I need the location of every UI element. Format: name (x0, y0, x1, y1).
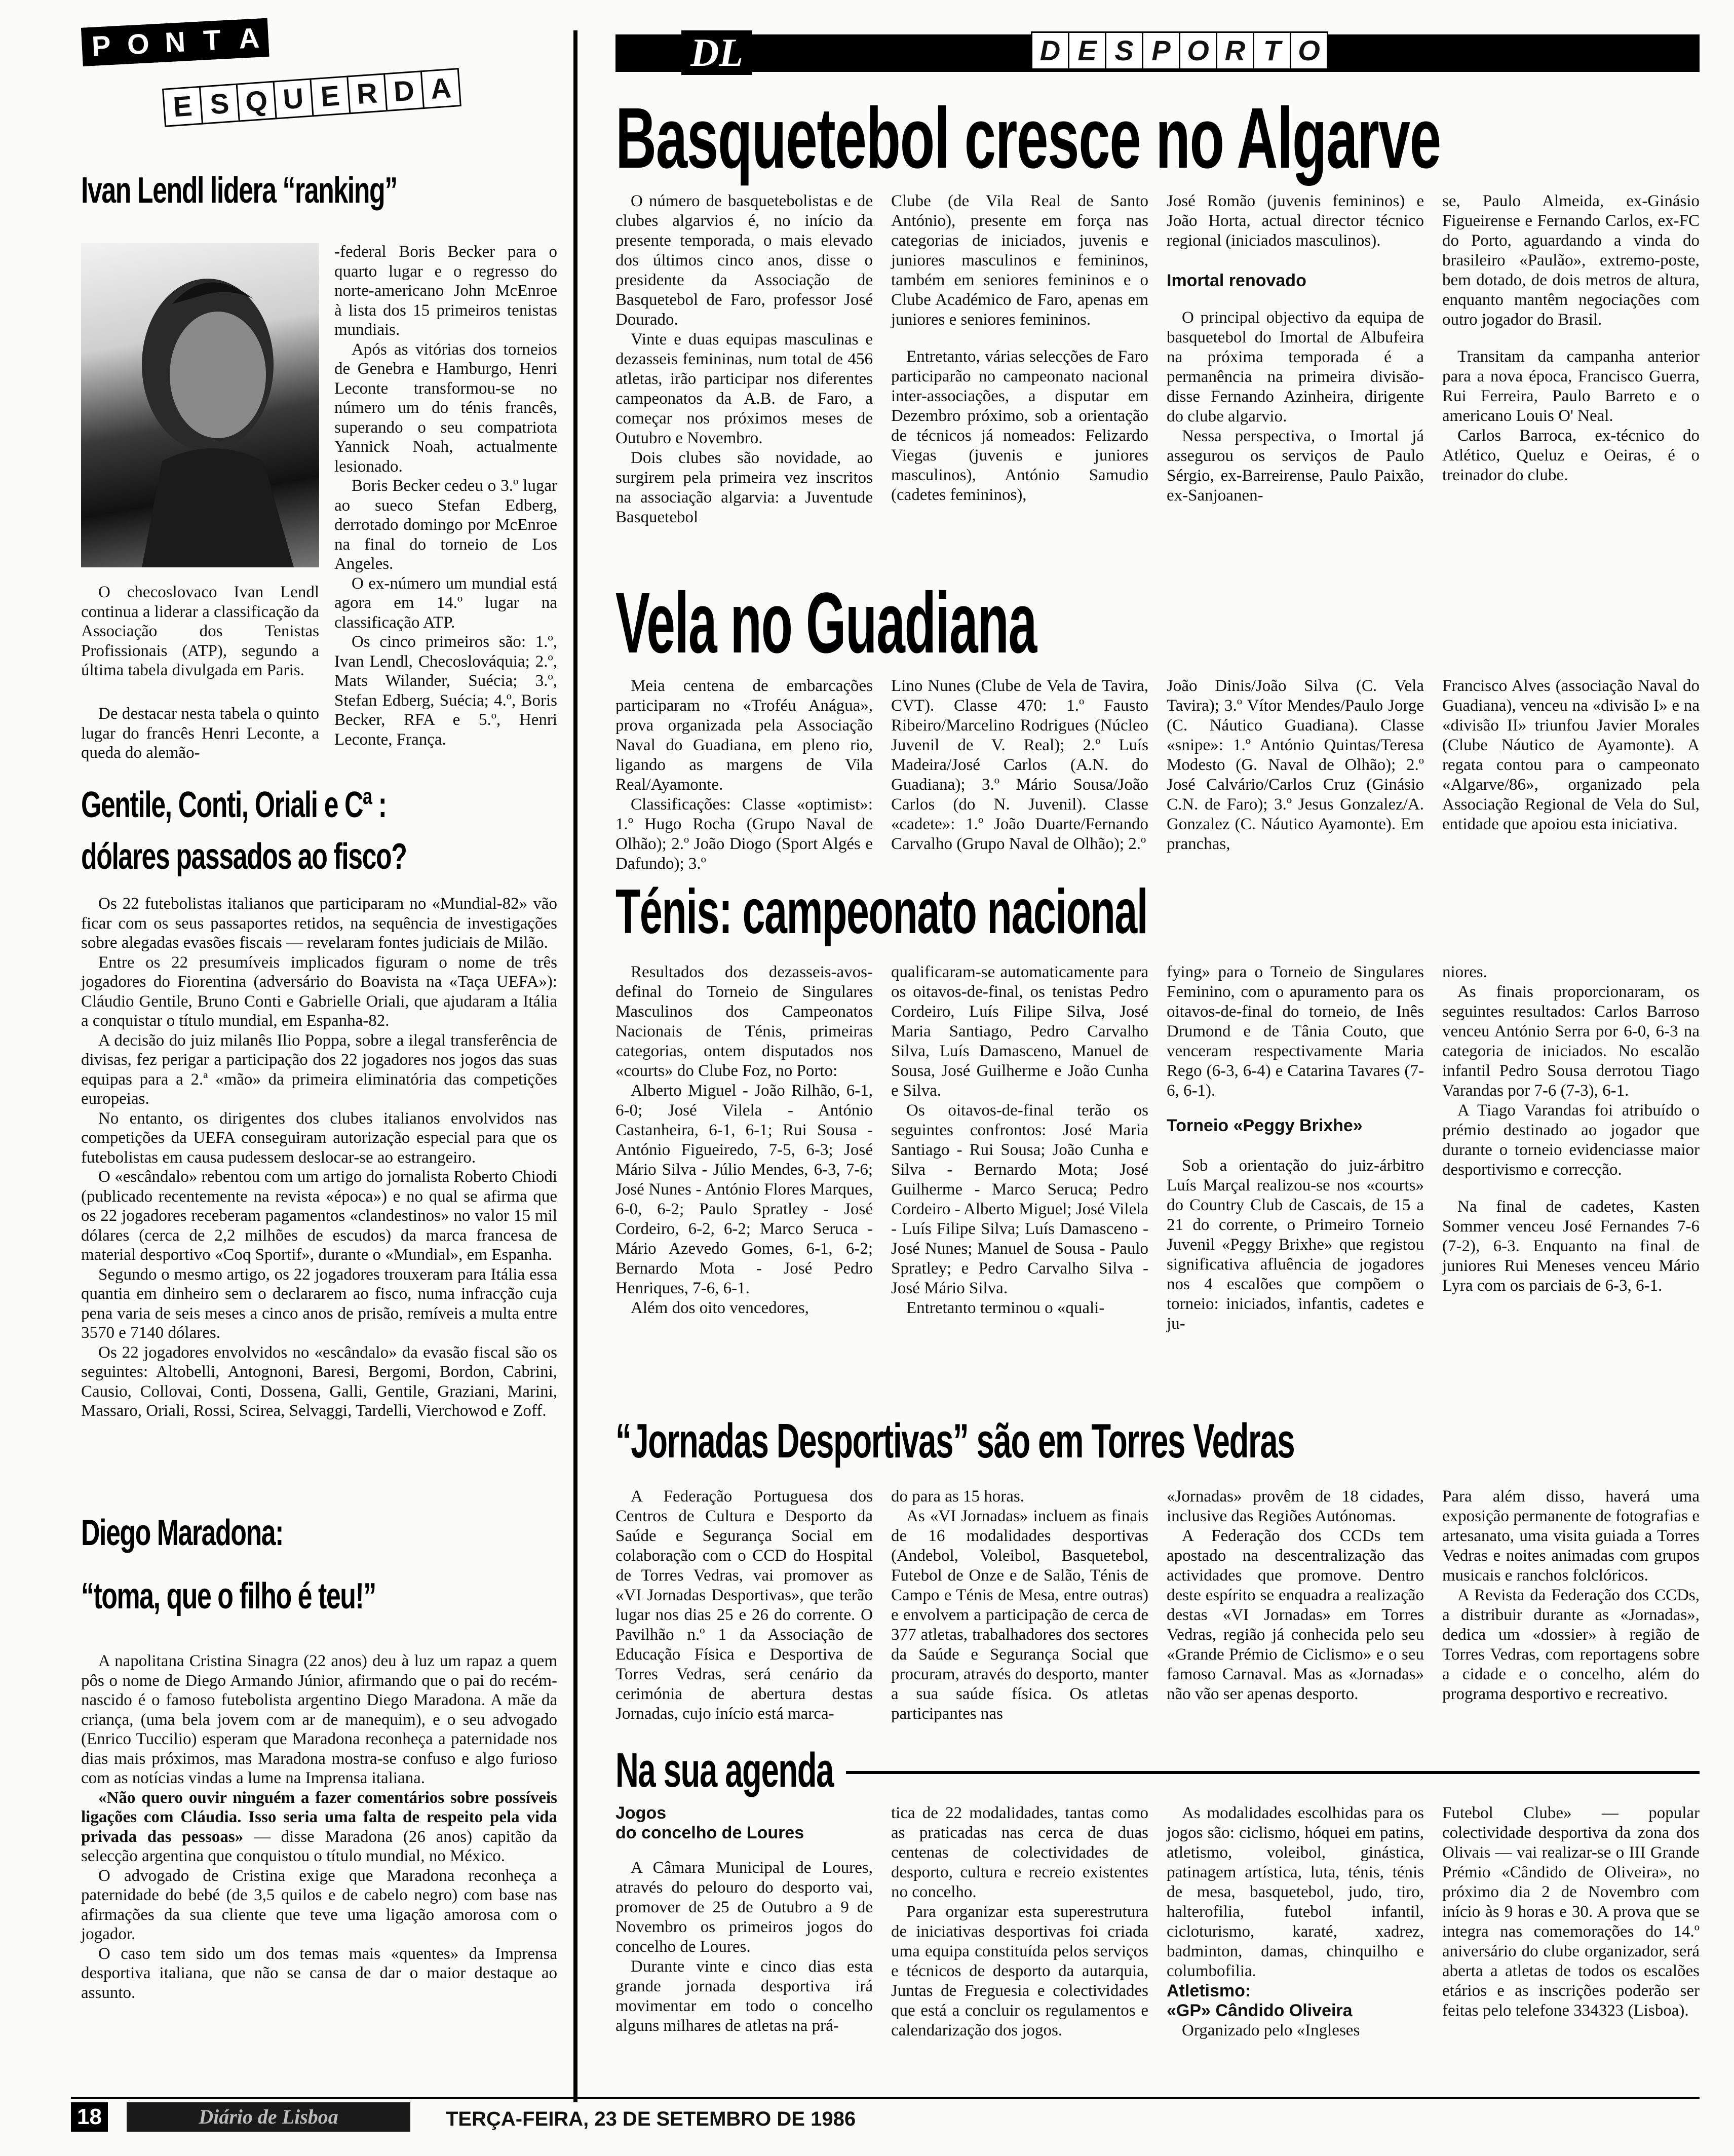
article-column (1442, 1803, 1700, 2107)
gentile-article (81, 894, 557, 1421)
masthead-letter: S (199, 84, 240, 125)
paragraph: Durante vinte e cinco dias esta grande jornada desportiva irá movimentar em todo o concelho alguns milhares de atletas na prá- (615, 1957, 873, 2035)
paragraph: Organizado pelo «Ingleses (1182, 2021, 1360, 2039)
masthead-letter: Q (236, 81, 277, 122)
paragraph: A napolitana Cristina Sinagra (22 anos) deu à luz um rapaz a quem pôs o nome de Diego Armando Júnior, afirmando que o pai do recém-nascido é o famoso futebolista argentino Diego Maradona. A mãe da criança, (uma bela jovem com ar de manequim), e o seu advogado (Enrico Tuccilio) esperam que Maradona reconheça a paternidade nos dias mais próximos, mas Maradona mostra-se confuso e algo furioso com as notícias vindas a lume na Imprensa italiana. (81, 1652, 557, 1787)
paragraph: Os cinco primeiros são: 1.º, Ivan Lendl, Checoslováquia; 2.º, Mats Wilander, Suécia; 3.º, Stefan Edberg, Suécia; 4.º, Boris Becker, RFA e 5.º, Henri Leconte, França. (334, 633, 557, 749)
agenda-article (615, 1803, 1700, 2107)
maradona-article (81, 1651, 557, 2062)
paragraph: Os oitavos-de-final terão os seguintes confrontos: José Maria Santiago - Rui Sousa; João Cunha e Silva - Bernardo Mota; José Guilherme - Marco Seruca; Pedro Cordeiro - Alberto Miguel; José Vilela - Luís Filipe Silva; Luís Damasceno - José Nunes; Manuel de Sousa - Paulo Spratley; e Pedro Carvalho Silva - José Mário Silva. (891, 1101, 1148, 1297)
article-column (891, 962, 1148, 1408)
paragraph: qualificaram-se automaticamente para os oitavos-de-final, os tenistas Pedro Cordeiro, Luís Filipe Silva, José Maria Santiago, Pedro Carvalho Silva, Luís Damasceno, Manuel de Sousa, José Guilherme e João Cunha e Silva. (891, 963, 1148, 1100)
lendl-body-continued (81, 704, 319, 765)
dl-logo: DL (681, 30, 752, 75)
paragraph: fying» para o Torneio de Singulares Feminino, com o apuramento para os oitavos-de-final do torneio, de Inês Drumond e de Tânia Couto, que venceram respectivamente Maria Rego (6-3, 6-4) e Catarina Tavares (7-6, 6-1). (1167, 963, 1424, 1100)
masthead-letter: D (383, 70, 425, 111)
article-column (615, 1803, 873, 2107)
paragraph: O principal objectivo da equipa de basquetebol do Imortal de Albufeira na próxima temporada é a permanência na primeira divisão-disse Fernando Azinheira, dirigente do clube algarvio. (1167, 309, 1424, 426)
masthead-letter: P (81, 26, 122, 66)
paragraph: João Dinis/João Silva (C. Vela Tavira); 3.º Vítor Mendes/Paulo Jorge (C. Náutico Guadiana). Classe «snipe»: 1.º António Quintas/Teresa Modesto (G. Naval de Olhão); 2.º José Calvário/Carlos Cruz (Ginásio C.N. de Faro); 3.º Jesus Gonzalez/A. Gonzalez (C. Náutico Ayamonte). Em pranchas, (1167, 677, 1424, 853)
paragraph: A decisão do juiz milanês Ilio Poppa, sobre a ilegal transferência de divisas, fez perigar a participação dos 22 jogadores nos jogos das suas equipas para a 2.ª «mão» da primeira eliminatória das competições europeias. (81, 1031, 557, 1108)
paragraph: O checoslovaco Ivan Lendl continua a liderar a classificação da Associação dos Tenistas Profissionais (ATP), segundo a última tabela divulgada em Paris. (81, 583, 319, 679)
gentile-headline: Gentile, Conti, Oriali e Cª : (81, 785, 387, 825)
masthead-letter: E (1068, 31, 1106, 70)
basquete-headline: Basquetebol cresce no Algarve (615, 90, 1441, 186)
desporto-masthead (615, 30, 1700, 81)
paragraph: Carlos Barroca, ex-técnico do Atlético, Queluz e Oeiras, é o treinador do clube. (1442, 427, 1700, 484)
masthead-letter: A (229, 18, 269, 59)
masthead-letter: O (1179, 31, 1217, 70)
paragraph: Para além disso, haverá uma exposição permanente de fotografias e artesanato, uma visita guiada a Torres Vedras e noites animadas com grupos musicais e ranchos folclóricos. (1442, 1487, 1700, 1585)
masthead-letter: N (155, 22, 196, 62)
masthead-letter: E (310, 75, 351, 117)
lendl-body-right (334, 242, 557, 769)
paragraph: Transitam da campanha anterior para a nova época, Francisco Guerra, Rui Ferreira, Paulo Barreto e o americano Louis O' Neal. (1442, 348, 1700, 425)
maradona-headline: Diego Maradona: (81, 1513, 283, 1553)
agenda-subheading: Atletismo: (1167, 1981, 1251, 2000)
paragraph: Classificações: Classe «optimist»: 1.º Hugo Rocha (Grupo Naval de Olhão); 2.º João Diogo (Sport Algés e Dafundo); 3.º (615, 795, 873, 873)
desporto-letters (1031, 31, 1327, 70)
paragraph: Dois clubes são novidade, ao surgirem pela primeira vez inscritos na associação algarvia: a Juventude Basquetebol (615, 449, 873, 526)
paragraph: O número de basquetebolistas e de clubes algarvios é, no início da presente temporada, o mais elevado dos últimos cinco anos, disse o presidente da Associação de Basquetebol de Faro, professor José Dourado. (615, 192, 873, 329)
paragraph: Entretanto terminou o «quali- (906, 1299, 1105, 1317)
article-column (1442, 191, 1700, 592)
masthead-letter: T (1253, 31, 1291, 70)
article-column (1167, 1803, 1424, 2107)
article-column (1167, 1487, 1424, 1720)
paragraph: Além dos oito vencedores, (631, 1299, 809, 1317)
paragraph: niores. (1442, 963, 1487, 981)
article-column (615, 676, 873, 873)
article-column (1167, 191, 1424, 592)
article-column (615, 1487, 873, 1723)
paragraph: Futebol Clube» — popular colectividade desportiva da zona dos Olivais — vai realizar-se o III Grande Prémio «Cândido de Oliveira», no próximo dia 2 de Novembro com início às 9 horas e 30. A prova que se integra nas comemorações do 14.º aniversário do clube organizador, será aberta a atletas de todos os escalões etários e as inscrições poderão ser feitas pelo telefone 334323 (Lisboa). (1442, 1804, 1700, 2020)
tenis-article (615, 962, 1700, 1408)
paper-name: Diário de Lisboa (127, 2102, 410, 2132)
paragraph: do para as 15 horas. (891, 1487, 1025, 1506)
paragraph: -federal Boris Becker para o quarto lugar e o regresso do norte-americano John McEnroe à lista dos 15 primeiros tenistas mundiais. (334, 243, 557, 339)
tenis-headline: Ténis: campeonato nacional (615, 877, 1148, 947)
masthead-letter: U (273, 78, 314, 119)
article-column (1442, 962, 1700, 1408)
paragraph: As «VI Jornadas» incluem as finais de 16 modalidades desportivas (Andebol, Voleibol, Basquetebol, Futebol de Onze e de Salão, Ténis de Campo e Ténis de Mesa, entre outras) e envolvem a participação de cerca de 377 atletas, trabalhadores dos sectores da Saúde e Segurança Social que procuram, através do desporto, manter a sua saúde física. Os atletas participantes nas (891, 1507, 1148, 1723)
maradona-quote-tail: — disse Maradona (26 anos) capitão da selecção argentina que conquistou o título mundial, no México. (81, 1827, 558, 1865)
paragraph: O ex-número um mundial está agora em 14.º lugar na classificação ATP. (334, 574, 557, 632)
paragraph: José Romão (juvenis femininos) e João Horta, actual director técnico regional (iniciados masculinos). (1167, 192, 1424, 250)
article-column (615, 191, 873, 592)
masthead-letter: D (1031, 31, 1069, 70)
paragraph: Resultados dos dezasseis-avos-definal do Torneio de Singulares Masculinos dos Campeonatos Nacionais de Ténis, primeiras categorias, ontem disputados nos «courts» do Clube Foz, no Porto: (615, 963, 873, 1080)
paragraph: No entanto, os dirigentes dos clubes italianos envolvidos nas competições da UEFA conseguiram autorização especial para que os futebolistas em causa pudessem deslocar-se ao estrangeiro. (81, 1109, 557, 1167)
lendl-portrait-icon (81, 243, 319, 567)
jornadas-article (615, 1487, 1700, 1723)
agenda-subheading: Jogos (615, 1803, 667, 1823)
lendl-headline: Ivan Lendl lidera “ranking” (81, 170, 397, 211)
basquete-article (615, 191, 1700, 592)
paragraph: Segundo o mesmo artigo, os 22 jogadores trouxeram para Itália essa quantia em dinheiro sem o declararem ao fisco, numa infracção cuja pena varia de seis meses a cinco anos de prisão, remíveis a multa entre 3570 e 7140 dólares. (81, 1265, 557, 1342)
paragraph: Lino Nunes (Clube de Vela de Tavira, CVT). Classe 470: 1.º Fausto Ribeiro/Marcelino Rodrigues (Núcleo Juvenil de V. Real); 2.º Luís Madeira/José Carlos (A.N. do Guadiana); 3.º Mário Sousa/João Carlos (do N. Juvenil). Classe «cadete»: 1.º João Duarte/Fernando Carvalho (Grupo Naval de Olhão); 2.º (891, 677, 1148, 853)
article-column (1167, 962, 1424, 1408)
paragraph: «Jornadas» provêm de 18 cidades, inclusive das Regiões Autónomas. (1167, 1487, 1424, 1525)
publication-date: TERÇA-FEIRA, 23 DE SETEMBRO DE 1986 (446, 2108, 856, 2130)
paragraph (81, 1788, 557, 1866)
article-column (1442, 676, 1700, 866)
article-column (1442, 1487, 1700, 1720)
paragraph: As finais proporcionaram, os seguintes resultados: Carlos Barroso venceu António Serra por 6-0, 6-3 na categoria de iniciados. No escalão infantil Pedro Sousa derrotou Tiago Varandas por 7-6 (7-3), 6-1. (1442, 983, 1700, 1100)
ponta-esquerda-masthead (76, 21, 552, 149)
paragraph: Para organizar esta superestrutura de iniciativas desportivas foi criada uma equipa constituída pelos serviços e técnicos de desporto da autarquia, Juntas de Freguesia e colectividades que está a concluir os regulamentos e calendarização dos jogos. (891, 1903, 1148, 2039)
paragraph: O caso tem sido um dos temas mais «quentes» da Imprensa desportiva italiana, que não se cansa de dar o maior destaque ao assunto. (81, 1944, 557, 2002)
article-column (891, 676, 1148, 866)
masthead-letter: O (1290, 31, 1328, 70)
paragraph: Entre os 22 presumíveis implicados figuram o nome de três jogadores do Fiorentina (adversário do Boavista na «Taça UEFA»): Cláudio Gentile, Bruno Conti e Gabrielle Oriali, que ajudaram a Itália a conquistar o título mundial, em Espanha-82. (81, 953, 557, 1030)
paragraph: O advogado de Cristina exige que Maradona reconheça a paternidade do bebé (de 3,5 quilos e de cabelo negro) com base nas afirmações da sua cliente que teve uma ligação amorosa com o jogador. (81, 1866, 557, 1943)
page-number: 18 (71, 2102, 108, 2132)
article-column (891, 1803, 1148, 2107)
agenda-headline: Na sua agenda (615, 1743, 834, 1797)
paragraph: se, Paulo Almeida, ex-Ginásio Figueirense e Fernando Carlos, ex-FC do Porto, aguardando a vinda do brasileiro «Paulão», extremo-poste, bem dotado, de dois metros de altura, enquanto mantêm negociações com outro jogador do Brasil. (1442, 192, 1700, 329)
paragraph: Meia centena de embarcações participaram no «Troféu Anágua», prova organizada pela Associação Naval do Guadiana, em pleno rio, ligando as margens de Vila Real/Ayamonte. (615, 677, 873, 794)
paragraph: A Federação Portuguesa dos Centros de Cultura e Desporto da Saúde e Segurança Social em colaboração com o CCD do Hospital de Torres Vedras, vai promover as «VI Jornadas Desportivas», que terão lugar nos dias 25 e 26 do corrente. O Pavilhão n.º 1 da Associação de Educação Física e Desportiva de Torres Vedras, será cenário da cerimónia de abertura destas Jornadas, cujo início está marca- (615, 1487, 873, 1723)
masthead-letter: P (1142, 31, 1180, 70)
basquete-subheading: Imortal renovado (1167, 271, 1306, 290)
paragraph: Alberto Miguel - João Rilhão, 6-1, 6-0; José Vilela - António Castanheira, 6-1, 6-1; Rui Sousa - António Figueiredo, 7-5, 6-3; José Mário Silva - Júlio Mendes, 6-3, 7-6; José Nunes - António Flores Marques, 6-0, 6-2; Paulo Spratley - José Cordeiro, 6-2, 6-2; Marco Seruca - Mário Azevedo Gomes, 6-1, 6-2; Bernardo Mota - José Pedro Henriques, 7-6, 6-1. (615, 1082, 873, 1297)
lendl-caption (81, 583, 319, 679)
vela-article (615, 676, 1700, 873)
paragraph: tica de 22 modalidades, tantas como as praticadas nas cerca de duas centenas de colectividades de desporto, cultura e recreio existentes no concelho. (891, 1804, 1148, 1901)
paragraph: A Revista da Federação dos CCDs, a distribuir durante as «Jornadas», dedica um «dossier» à região de Torres Vedras, com reportagens sobre a cidade e o concelho, além do programa desportivo e recreativo. (1442, 1586, 1700, 1703)
paragraph: Nessa perspectiva, o Imortal já assegurou os serviços de Paulo Sérgio, ex-Barreirense, Paulo Paixão, ex-Sanjoanen- (1167, 427, 1424, 505)
masthead-letter: S (1105, 31, 1143, 70)
maradona-quote: «Não quero ouvir ninguém a fazer comentários sobre possíveis ligações com Cláudia. Isso seria uma falta de respeito pela vida privada das pessoas» (81, 1788, 557, 1846)
masthead-letter: E (162, 86, 203, 127)
article-column (891, 1487, 1148, 1723)
masthead-letter: A (420, 68, 461, 109)
paragraph: As modalidades escolhidas para os jogos são: ciclismo, hóquei em patins, atletismo, voleibol, ginástica, patinagem artística, luta, ténis, ténis de mesa, basquetebol, judo, tiro, halterofilia, futebol infantil, cicloturismo, karaté, xadrez, badminton, damas, chinquilho e columbofilia. (1167, 1804, 1424, 1980)
masthead-letter: T (192, 20, 233, 61)
agenda-subheading: «GP» Cândido Oliveira (1167, 2001, 1353, 2020)
paragraph: Os 22 futebolistas italianos que participaram no «Mundial-82» vão ficar com os seus passaportes retidos, na sequência de investigações sobre alegadas evasões fiscais — revelaram fontes judiciais de Milão. (81, 895, 557, 952)
masthead-letter: R (1216, 31, 1254, 70)
ponta-row (81, 18, 267, 66)
masthead-letter: O (118, 24, 159, 64)
paragraph: Francisco Alves (associação Naval do Guadiana), venceu na «divisão I» e na «divisão II» triunfou Javier Morales (Clube Náutico de Ayamonte). A regata contou para o campeonato «Algarve/86», organizado pela Associação Regional de Vela do Sul, entidade que apoiou esta iniciativa. (1442, 677, 1700, 833)
jornadas-headline: “Jornadas Desportivas” são em Torres Vedras (615, 1414, 1295, 1468)
paragraph: O «escândalo» rebentou com um artigo do jornalista Roberto Chiodi (publicado recentemente na revista «época») e no qual se afirma que os 22 jogadores receberam pagamentos «clandestinos» no valor 15 mil dólares (cerca de 2,2 milhões de escudos) da marca francesa de material desportivo «Coq Sportif», durante o «Mundial», em Espanha. (81, 1168, 557, 1264)
maradona-subheadline: “toma, que o filho é teu!” (81, 1576, 376, 1616)
paragraph: A Tiago Varandas foi atribuído o prémio destinado ao jogador que durante o torneio evidenciasse maior desportivismo e correcção. (1442, 1101, 1700, 1179)
esquerda-row (162, 68, 460, 127)
article-column (891, 191, 1148, 592)
paragraph: Sob a orientação do juiz-árbitro Luís Marçal realizou-se nos «courts» do Country Club de Cascais, de 15 a 21 do corrente, o Primeiro Torneio Juvenil «Peggy Brixhe» que registou significativa afluência de jogadores nos 4 escalões que compõem o torneio: iniciados, infantis, cadetes e ju- (1167, 1157, 1424, 1333)
article-column (615, 962, 873, 1408)
tenis-subheading: Torneio «Peggy Brixhe» (1167, 1116, 1363, 1135)
paragraph: De destacar nesta tabela o quinto lugar do francês Henri Leconte, a queda do alemão- (81, 705, 319, 762)
paragraph: A Federação dos CCDs tem apostado na descentralização das actividades que promove. Dentro deste espírito se enquadra a realização destas «VI Jornadas» em Torres Vedras, região já conhecida pelo seu «Grande Prémio de Ciclismo» e o seu famoso Carnaval. Mas as «Jornadas» não vão ser apenas desporto. (1167, 1527, 1424, 1703)
paragraph: Entretanto, várias selecções de Faro participarão no campeonato nacional inter-associações, a disputar em Dezembro próximo, sob a orientação de técnicos já nomeados: Felizardo Viegas (juvenis e juniores masculinos), António Samudio (cadetes femininos), (891, 348, 1148, 504)
paragraph: Clube (de Vila Real de Santo António), presente em força nas categorias de iniciados, juvenis e juniores masculinos e femininos, também em seniores femininos e o Clube Académico de Faro, apenas em juniores e seniores femininos. (891, 192, 1148, 329)
paragraph: Os 22 jogadores envolvidos no «escândalo» da evasão fiscal são os seguintes: Altobelli, Antognoni, Baresi, Bergomi, Bordon, Cabrini, Causio, Collovai, Conti, Dossena, Galli, Gentile, Graziani, Marini, Massaro, Oriali, Rossi, Scirea, Selvaggi, Tardelli, Vierchowod e Zoff. (81, 1343, 557, 1420)
paragraph: Na final de cadetes, Kasten Sommer venceu José Fernandes 7-6 (7-2), 6-3. Enquanto na final de juniores Rui Meneses venceu Mário Lyra com os parciais de 6-3, 6-1. (1442, 1198, 1700, 1295)
lendl-photo (81, 243, 319, 567)
vela-headline: Vela no Guadiana (615, 575, 1037, 671)
paragraph: Após as vitórias dos torneios de Genebra e Hamburgo, Henri Leconte transformou-se no número um do ténis francês, superando o seu compatriota Yannick Noah, actualmente lesionado. (334, 340, 557, 476)
paragraph: A Câmara Municipal de Loures, através do pelouro do desporto vai, promover de 25 de Outubro a 9 de Novembro os primeiros jogos do concelho de Loures. (615, 1859, 873, 1956)
footer-rule (71, 2097, 1700, 2099)
masthead-letter: R (346, 73, 388, 114)
paragraph: Boris Becker cedeu o 3.º lugar ao sueco Stefan Edberg, derrotado domingo por McEnroe na final do torneio de Los Angeles. (334, 477, 557, 573)
agenda-rule (846, 1771, 1700, 1774)
paragraph: Vinte e duas equipas masculinas e dezasseis femininas, num total de 456 atletas, irão participar nos diferentes campeonatos da A.B. de Faro, a começar nos próximos meses de Outubro e Novembro. (615, 330, 873, 447)
column-divider (573, 30, 577, 2102)
agenda-subheading: do concelho de Loures (615, 1823, 804, 1842)
gentile-subheadline: dólares passados ao fisco? (81, 836, 407, 877)
article-column (1167, 676, 1424, 866)
